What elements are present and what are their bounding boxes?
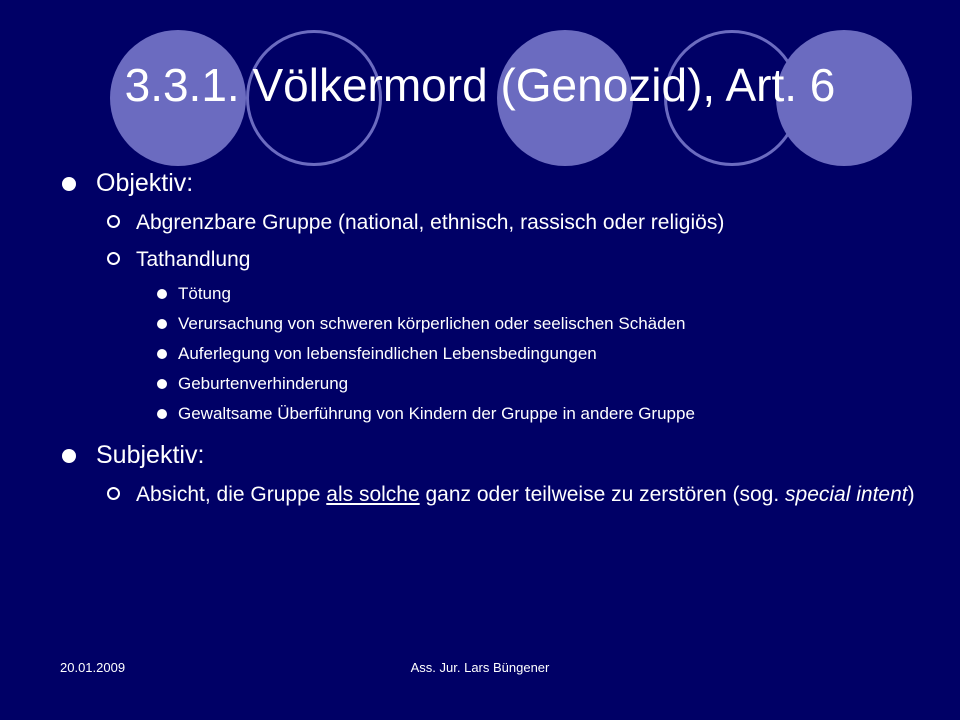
slide-content — [60, 168, 920, 519]
act-text: Tötung — [178, 284, 231, 303]
intent-text — [136, 483, 915, 506]
bullet-subjective — [60, 440, 920, 470]
bullet-dot-icon — [157, 409, 167, 419]
bullet-ring-icon — [107, 252, 120, 265]
intent-text-italic: special intent — [785, 483, 908, 506]
slide-title: 3.3.1. Völkermord (Genozid), Art. 6 — [124, 59, 836, 111]
intent-text-after: ) — [907, 483, 915, 506]
act-list-item — [60, 344, 920, 364]
act-text: Auferlegung von lebensfeindlichen Lebensbedingungen — [178, 344, 597, 363]
bullet-dot-icon — [157, 289, 167, 299]
subjective-heading: Subjektiv: — [96, 441, 205, 469]
act-text: Verursachung von schweren körperlichen oder seelischen Schäden — [178, 314, 686, 333]
bullet-ring-icon — [107, 215, 120, 228]
footer-author: Ass. Jur. Lars Büngener — [410, 660, 550, 675]
act-list-item — [60, 314, 920, 334]
bullet-dot-icon — [62, 177, 76, 191]
bullet-ring-icon — [107, 487, 120, 500]
footer-date: 20.01.2009 — [60, 660, 126, 675]
bullet-group — [60, 210, 920, 235]
bullet-intent — [60, 482, 920, 507]
group-text: Abgrenzbare Gruppe (national, ethnisch, rassisch oder religiös) — [136, 211, 725, 234]
bullet-dot-icon — [157, 319, 167, 329]
intent-text-before: Absicht, die Gruppe — [136, 483, 327, 506]
bullet-dot-icon — [157, 349, 167, 359]
act-text: Tathandlung — [136, 248, 251, 271]
act-list-item — [60, 284, 920, 304]
intent-text-underlined: als solche — [326, 483, 420, 506]
act-text: Gewaltsame Überführung von Kindern der Gruppe in andere Gruppe — [178, 404, 695, 423]
act-list-item — [60, 374, 920, 394]
bullet-objective — [60, 168, 920, 198]
act-list-item — [60, 404, 920, 424]
bullet-dot-icon — [62, 449, 76, 463]
bullet-dot-icon — [157, 379, 167, 389]
intent-text-middle: ganz oder teilweise zu zerstören (sog. — [419, 483, 786, 506]
act-text: Geburtenverhinderung — [178, 374, 349, 393]
bullet-act — [60, 247, 920, 272]
objective-heading: Objektiv: — [96, 169, 194, 197]
